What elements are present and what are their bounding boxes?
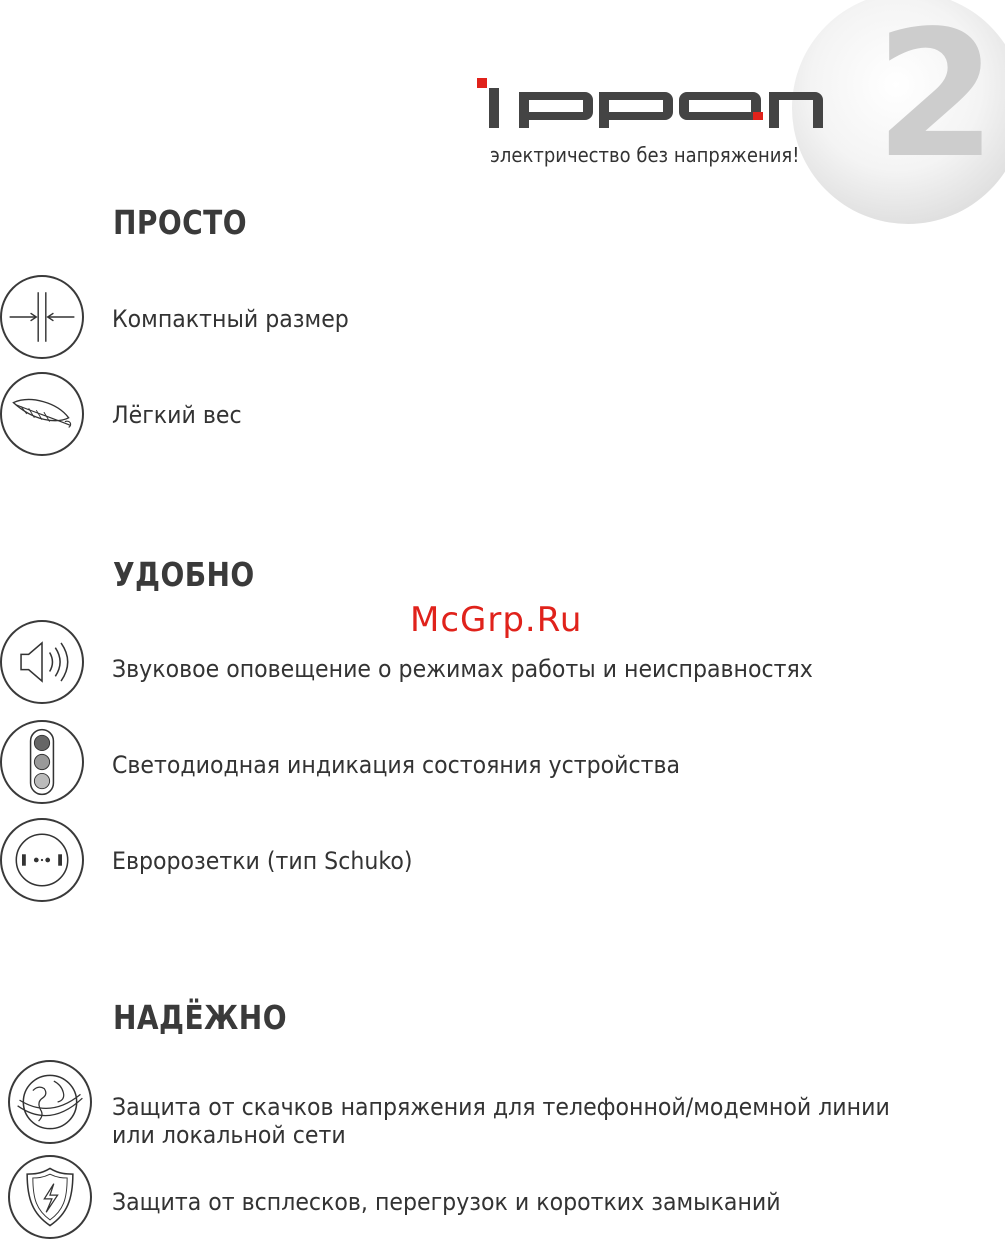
feature-line-protection-line2: или локальной сети — [112, 1121, 346, 1149]
brand-tagline: электричество без напряжения! — [490, 143, 800, 167]
ippon-logo — [475, 78, 825, 130]
section-title-reliable: НАДЁЖНО — [113, 998, 287, 1037]
feature-sound-alert: Звуковое оповещение о режимах работы и неисправностях — [112, 655, 813, 683]
compact-size-icon — [0, 275, 84, 359]
feature-led-indication: Светодиодная индикация состояния устройства — [112, 751, 681, 779]
feather-icon — [0, 372, 84, 456]
feature-compact-size: Компактный размер — [112, 305, 349, 333]
feature-line-protection-line1: Защита от скачков напряжения для телефонной/модемной линии — [112, 1093, 890, 1121]
feature-light-weight: Лёгкий вес — [112, 401, 242, 429]
speaker-icon — [0, 620, 84, 704]
led-indicator-icon — [0, 720, 84, 804]
version-number: 2 — [875, 0, 997, 197]
globe-network-icon — [8, 1060, 92, 1144]
feature-schuko-sockets: Евророзетки (тип Schuko) — [112, 847, 413, 875]
shield-lightning-icon — [8, 1155, 92, 1239]
schuko-socket-icon — [0, 818, 84, 902]
section-title-convenient: УДОБНО — [113, 555, 255, 594]
feature-surge-protection: Защита от всплесков, перегрузок и коротких замыканий — [112, 1188, 781, 1216]
section-title-simple: ПРОСТО — [113, 203, 247, 242]
watermark-text: McGrp.Ru — [410, 600, 583, 640]
